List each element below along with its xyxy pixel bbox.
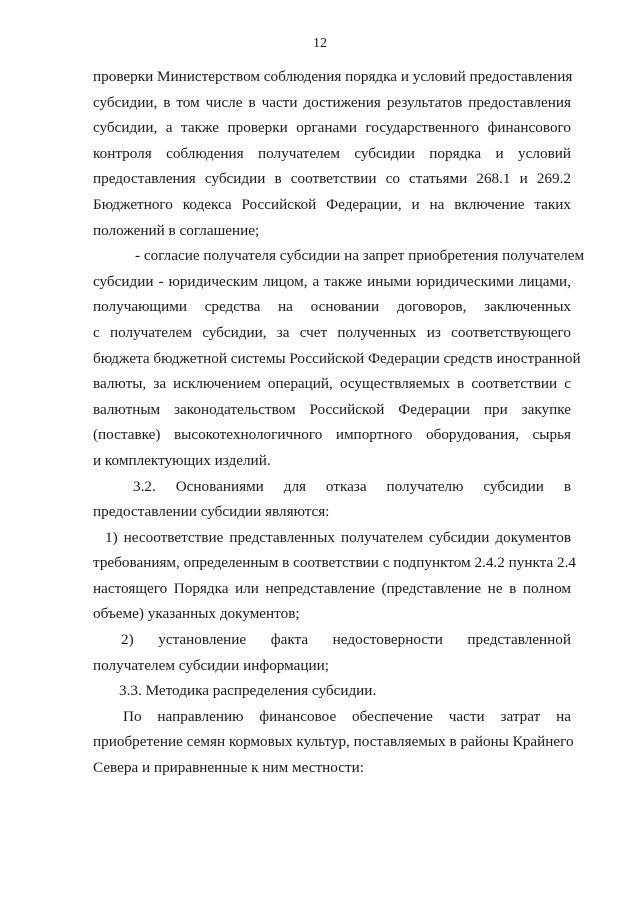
text-line: бюджета бюджетной системы Российской Федерации средств иностранной — [93, 349, 581, 367]
text-line: (поставке) высокотехнологичного импортного оборудования, сырья — [93, 426, 571, 444]
text-line: приобретение семян кормовых культур, поставляемых в районы Крайнего — [93, 733, 574, 751]
text-line: 2) установление факта недостоверности представленной — [121, 631, 571, 649]
text-line: 1) несоответствие представленных получателем субсидии документов — [105, 528, 571, 546]
text-line: Севера и приравненные к ним местности: — [93, 759, 364, 777]
text-line: предоставлении субсидии являются: — [93, 503, 330, 521]
text-line: 3.2. Основаниями для отказа получателю субсидии в — [133, 477, 571, 495]
text-line: с получателем субсидии, за счет полученных из соответствующего — [93, 323, 571, 341]
text-line: контроля соблюдения получателем субсидии порядка и условий — [93, 144, 571, 162]
text-line: 3.3. Методика распределения субсидии. — [119, 682, 377, 700]
text-line: - согласие получателя субсидии на запрет приобретения получателем — [135, 247, 585, 265]
document-body — [93, 64, 585, 781]
text-line: валюты, за исключением операций, осуществляемых в соответствии с — [93, 375, 571, 393]
text-line: получающими средства на основании договоров, заключенных — [93, 298, 571, 316]
text-line: субсидии, а также проверки органами государственного финансового — [93, 119, 571, 137]
text-line: проверки Министерством соблюдения порядка и условий предоставления — [93, 68, 573, 85]
text-line: субсидии, в том числе в части достижения результатов предоставления — [93, 93, 571, 111]
text-line: валютным законодательством Российской Федерации при закупке — [93, 400, 571, 418]
text-line: получателем субсидии информации; — [93, 656, 329, 674]
text-line: настоящего Порядка или непредставление (представление не в полном — [93, 579, 571, 597]
text-line: положений в соглашение; — [93, 221, 260, 239]
text-line: предоставления субсидии в соответствии со статьями 268.1 и 269.2 — [93, 170, 571, 188]
text-line: требованиям, определенным в соответствии с подпунктом 2.4.2 пункта 2.4 — [93, 554, 576, 572]
text-line: Бюджетного кодекса Российской Федерации, и на включение таких — [93, 195, 571, 213]
page-number: 12 — [313, 36, 327, 51]
text-line: субсидии - юридическим лицом, а также иными юридическими лицами, — [93, 272, 571, 290]
text-line: и комплектующих изделий. — [93, 451, 271, 469]
text-line: объеме) указанных документов; — [93, 605, 300, 623]
text-line: По направлению финансовое обеспечение части затрат на — [123, 707, 571, 725]
